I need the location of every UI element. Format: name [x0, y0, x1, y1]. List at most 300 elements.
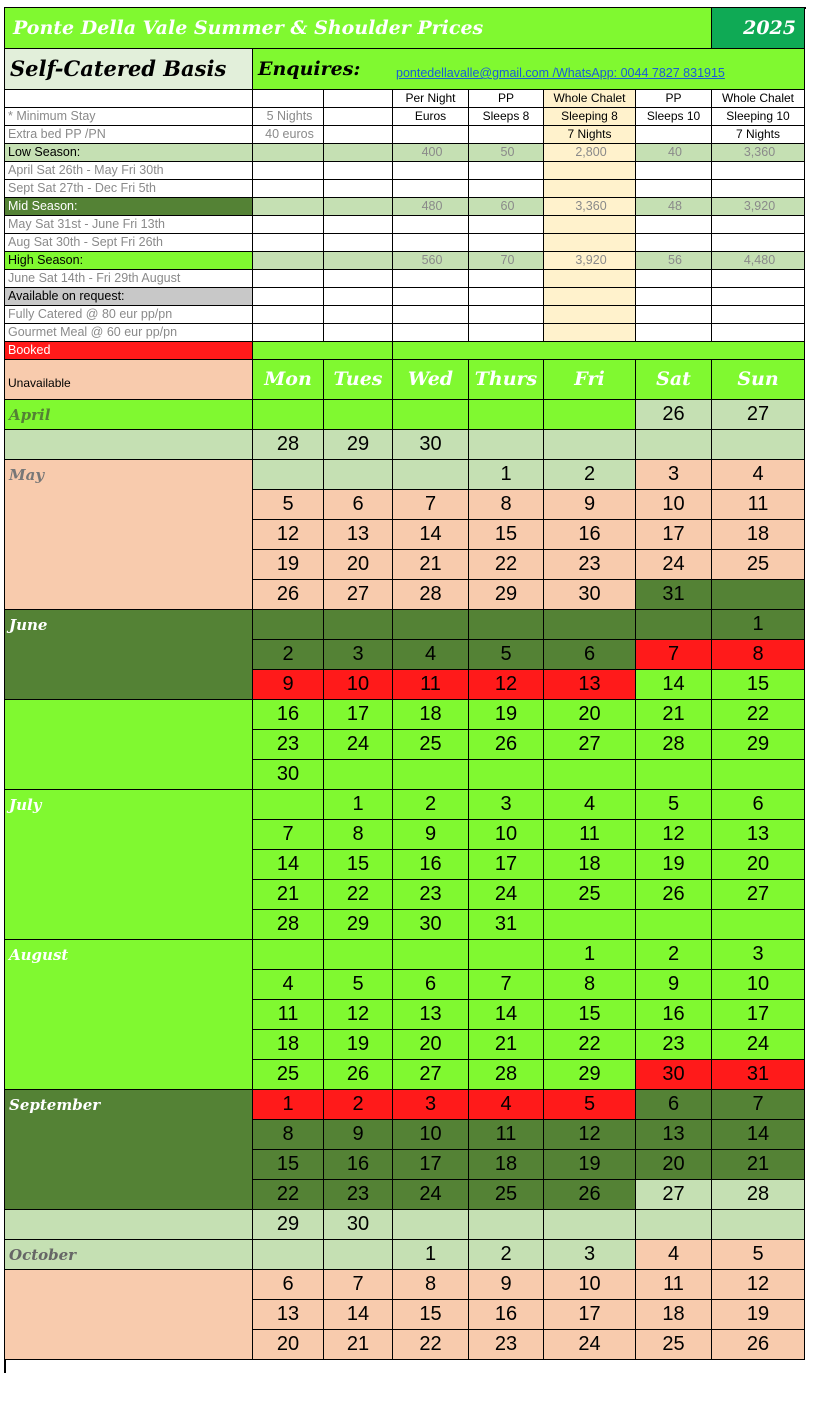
month-block — [5, 1270, 253, 1360]
calendar-day: 1 — [469, 460, 544, 490]
calendar-day: 4 — [469, 1090, 544, 1120]
info-cell — [253, 216, 324, 234]
info-cell — [393, 180, 469, 198]
calendar-day: 30 — [544, 580, 636, 610]
calendar-day: 20 — [544, 700, 636, 730]
calendar-day: 13 — [324, 520, 393, 550]
calendar-day: 5 — [324, 970, 393, 1000]
info-cell — [544, 324, 636, 342]
calendar-day: 25 — [636, 1330, 712, 1360]
calendar-day: 3 — [712, 940, 805, 970]
calendar-day: 5 — [253, 490, 324, 520]
day-header: Sun — [712, 360, 805, 400]
calendar-day: 24 — [712, 1030, 805, 1060]
info-cell — [712, 180, 805, 198]
info-cell — [253, 180, 324, 198]
month-block — [5, 1210, 253, 1240]
calendar-day: 27 — [324, 580, 393, 610]
info-label — [5, 90, 253, 108]
info-cell — [712, 288, 805, 306]
calendar-day: 17 — [393, 1150, 469, 1180]
info-cell — [253, 198, 324, 216]
calendar-day: 5 — [544, 1090, 636, 1120]
min-stay-value: 5 Nights — [253, 108, 324, 126]
column-header: Whole Chalet — [712, 90, 805, 108]
calendar-day: 24 — [324, 730, 393, 760]
info-cell — [712, 324, 805, 342]
calendar-day: 12 — [324, 1000, 393, 1030]
calendar-day — [393, 460, 469, 490]
calendar-day: 9 — [393, 820, 469, 850]
info-cell — [469, 306, 544, 324]
info-cell — [324, 216, 393, 234]
calendar-day — [636, 1210, 712, 1240]
calendar-day: 20 — [253, 1330, 324, 1360]
info-cell — [712, 306, 805, 324]
info-cell — [253, 306, 324, 324]
calendar-day — [712, 430, 805, 460]
calendar-day: 20 — [712, 850, 805, 880]
calendar-day: 10 — [469, 820, 544, 850]
calendar-day: 9 — [469, 1270, 544, 1300]
info-cell — [469, 324, 544, 342]
year-badge: 2025 — [712, 8, 805, 49]
calendar-day: 7 — [253, 820, 324, 850]
calendar-day: 28 — [253, 430, 324, 460]
calendar-day: 12 — [636, 820, 712, 850]
calendar-day: 13 — [636, 1120, 712, 1150]
day-header: Sat — [636, 360, 712, 400]
calendar-day: 6 — [393, 970, 469, 1000]
calendar-day: 19 — [544, 1150, 636, 1180]
calendar-day: 24 — [544, 1330, 636, 1360]
calendar-day: 27 — [636, 1180, 712, 1210]
calendar-day: 15 — [469, 520, 544, 550]
calendar-day: 16 — [636, 1000, 712, 1030]
calendar-day — [544, 910, 636, 940]
calendar-day: 3 — [636, 460, 712, 490]
calendar-day: 6 — [544, 640, 636, 670]
calendar-day: 18 — [393, 700, 469, 730]
calendar-day: 26 — [544, 1180, 636, 1210]
calendar-day: 18 — [636, 1300, 712, 1330]
calendar-day: 28 — [636, 730, 712, 760]
calendar-day: 30 — [393, 430, 469, 460]
info-cell — [324, 252, 393, 270]
column-header: PP — [469, 90, 544, 108]
calendar-day — [253, 610, 324, 640]
calendar-day: 26 — [636, 400, 712, 430]
calendar-day: 31 — [469, 910, 544, 940]
calendar-day: 15 — [712, 670, 805, 700]
info-cell — [324, 288, 393, 306]
season-price: 3,920 — [544, 252, 636, 270]
calendar-day: 29 — [469, 580, 544, 610]
info-cell — [469, 288, 544, 306]
calendar-day: 30 — [324, 1210, 393, 1240]
calendar-day: 3 — [469, 790, 544, 820]
calendar-day: 2 — [253, 640, 324, 670]
day-header: Wed — [393, 360, 469, 400]
day-header: Mon — [253, 360, 324, 400]
info-cell — [324, 126, 393, 144]
calendar-day: 7 — [469, 970, 544, 1000]
calendar-day — [712, 580, 805, 610]
season-price: 400 — [393, 144, 469, 162]
calendar-day: 18 — [469, 1150, 544, 1180]
column-header: PP — [636, 90, 712, 108]
calendar-day: 27 — [544, 730, 636, 760]
calendar-day — [393, 940, 469, 970]
calendar-day — [636, 760, 712, 790]
month-label: October — [5, 1240, 253, 1270]
calendar-day: 24 — [393, 1180, 469, 1210]
info-cell — [636, 306, 712, 324]
calendar-day: 20 — [324, 550, 393, 580]
calendar-day: 13 — [393, 1000, 469, 1030]
calendar-day — [393, 400, 469, 430]
calendar-day: 18 — [253, 1030, 324, 1060]
calendar-day: 22 — [469, 550, 544, 580]
info-cell — [544, 288, 636, 306]
calendar-day: 22 — [712, 700, 805, 730]
calendar-day — [712, 1210, 805, 1240]
season-price: 3,360 — [712, 144, 805, 162]
info-cell — [636, 216, 712, 234]
calendar-day: 11 — [712, 490, 805, 520]
calendar-day — [544, 610, 636, 640]
info-cell — [393, 306, 469, 324]
calendar-day: 20 — [636, 1150, 712, 1180]
calendar-day — [253, 400, 324, 430]
calendar-day: 26 — [253, 580, 324, 610]
calendar-day: 27 — [712, 400, 805, 430]
calendar-day: 30 — [393, 910, 469, 940]
info-cell — [544, 306, 636, 324]
calendar-day — [469, 610, 544, 640]
info-cell — [636, 180, 712, 198]
info-cell — [324, 108, 393, 126]
calendar-day: 14 — [469, 1000, 544, 1030]
calendar-day: 3 — [544, 1240, 636, 1270]
info-label: May Sat 31st - June Fri 13th — [5, 216, 253, 234]
month-label: May — [5, 460, 253, 610]
calendar-day: 1 — [324, 790, 393, 820]
calendar-day: 10 — [712, 970, 805, 1000]
calendar-day: 1 — [712, 610, 805, 640]
calendar-day: 17 — [469, 850, 544, 880]
season-price: 3,920 — [712, 198, 805, 216]
calendar-day: 11 — [469, 1120, 544, 1150]
calendar-day: 20 — [393, 1030, 469, 1060]
calendar-day: 23 — [636, 1030, 712, 1060]
info-label: April Sat 26th - May Fri 30th — [5, 162, 253, 180]
info-cell — [324, 270, 393, 288]
calendar-day: 28 — [469, 1060, 544, 1090]
season-price: 2,800 — [544, 144, 636, 162]
calendar-day: 5 — [469, 640, 544, 670]
calendar-day: 23 — [544, 550, 636, 580]
info-cell — [393, 162, 469, 180]
calendar-day: 23 — [469, 1330, 544, 1360]
season-price: 560 — [393, 252, 469, 270]
calendar-day: 16 — [544, 520, 636, 550]
calendar-day: 5 — [636, 790, 712, 820]
calendar-day: 21 — [253, 880, 324, 910]
calendar-day: 23 — [253, 730, 324, 760]
calendar-day: 29 — [324, 430, 393, 460]
legend-booked: Booked — [5, 342, 253, 360]
info-cell — [324, 144, 393, 162]
calendar-day: 1 — [544, 940, 636, 970]
info-cell — [636, 270, 712, 288]
calendar-day: 22 — [393, 1330, 469, 1360]
month-block — [5, 700, 253, 790]
calendar-day: 13 — [544, 670, 636, 700]
calendar-day: 18 — [544, 850, 636, 880]
calendar-day: 17 — [544, 1300, 636, 1330]
calendar-day: 14 — [253, 850, 324, 880]
info-cell — [469, 270, 544, 288]
calendar-day — [253, 1240, 324, 1270]
calendar-day: 6 — [712, 790, 805, 820]
calendar-day — [469, 1210, 544, 1240]
month-label: June — [5, 610, 253, 700]
calendar-day: 8 — [469, 490, 544, 520]
title-bar: Ponte Della Vale Summer & Shoulder Prices — [5, 8, 712, 49]
calendar-day: 28 — [712, 1180, 805, 1210]
calendar-day: 13 — [712, 820, 805, 850]
calendar-day: 17 — [712, 1000, 805, 1030]
calendar-day: 14 — [393, 520, 469, 550]
calendar-day: 30 — [253, 760, 324, 790]
column-header: Sleeps 10 — [636, 108, 712, 126]
info-cell — [324, 90, 393, 108]
calendar-day — [393, 760, 469, 790]
month-label: September — [5, 1090, 253, 1210]
calendar-day: 19 — [253, 550, 324, 580]
calendar-day: 9 — [636, 970, 712, 1000]
month-label: August — [5, 940, 253, 1090]
calendar-day: 4 — [253, 970, 324, 1000]
calendar-day: 7 — [324, 1270, 393, 1300]
info-cell — [393, 126, 469, 144]
calendar-day — [324, 610, 393, 640]
calendar-day: 13 — [253, 1300, 324, 1330]
season-price: 40 — [636, 144, 712, 162]
calendar-day: 21 — [393, 550, 469, 580]
calendar-day: 12 — [469, 670, 544, 700]
calendar-day: 12 — [544, 1120, 636, 1150]
calendar-day: 14 — [712, 1120, 805, 1150]
calendar-day — [544, 430, 636, 460]
season-price: 60 — [469, 198, 544, 216]
contact-link[interactable]: pontedellavalle@gmail.com /WhatsApp: 0044 7827 831915 — [396, 66, 725, 80]
legend-spacer — [393, 342, 805, 360]
calendar-day: 14 — [324, 1300, 393, 1330]
calendar-day: 8 — [253, 1120, 324, 1150]
calendar-day: 8 — [324, 820, 393, 850]
month-label: April — [5, 400, 253, 430]
day-header: Tues — [324, 360, 393, 400]
info-cell — [469, 234, 544, 252]
info-cell — [253, 270, 324, 288]
info-cell — [544, 180, 636, 198]
calendar-day: 5 — [712, 1240, 805, 1270]
calendar-day: 28 — [393, 580, 469, 610]
calendar-day — [712, 760, 805, 790]
calendar-day — [636, 610, 712, 640]
calendar-day: 21 — [636, 700, 712, 730]
calendar-day — [469, 940, 544, 970]
info-cell — [469, 126, 544, 144]
info-label: Fully Catered @ 80 eur pp/pn — [5, 306, 253, 324]
calendar-day: 21 — [712, 1150, 805, 1180]
calendar-day — [469, 400, 544, 430]
calendar-day: 23 — [324, 1180, 393, 1210]
calendar-day — [393, 1210, 469, 1240]
calendar-day: 2 — [393, 790, 469, 820]
calendar-day: 11 — [544, 820, 636, 850]
calendar-day: 24 — [469, 880, 544, 910]
column-header: Euros — [393, 108, 469, 126]
info-cell — [636, 234, 712, 252]
calendar-day: 27 — [712, 880, 805, 910]
legend-unavailable: Unavailable — [5, 360, 253, 400]
calendar-day: 27 — [393, 1060, 469, 1090]
calendar-day: 4 — [636, 1240, 712, 1270]
info-label: Low Season: — [5, 144, 253, 162]
calendar-day: 2 — [544, 460, 636, 490]
calendar-day: 4 — [712, 460, 805, 490]
calendar-day: 8 — [393, 1270, 469, 1300]
calendar-day — [253, 940, 324, 970]
season-price: 56 — [636, 252, 712, 270]
info-label: June Sat 14th - Fri 29th August — [5, 270, 253, 288]
calendar-day: 16 — [324, 1150, 393, 1180]
enquires-label: Enquires: — [258, 58, 361, 80]
day-header: Thurs — [469, 360, 544, 400]
calendar-day: 6 — [324, 490, 393, 520]
info-cell — [324, 180, 393, 198]
calendar-day: 8 — [544, 970, 636, 1000]
calendar-day: 2 — [636, 940, 712, 970]
calendar-day: 15 — [393, 1300, 469, 1330]
info-cell — [636, 162, 712, 180]
info-cell — [253, 162, 324, 180]
info-label: * Minimum Stay — [5, 108, 253, 126]
season-price: 480 — [393, 198, 469, 216]
column-header: 7 Nights — [544, 126, 636, 144]
calendar-day: 2 — [324, 1090, 393, 1120]
calendar-day: 29 — [544, 1060, 636, 1090]
calendar-day: 25 — [712, 550, 805, 580]
season-price: 48 — [636, 198, 712, 216]
legend-spacer — [253, 342, 393, 360]
calendar-day — [324, 760, 393, 790]
calendar-day: 22 — [324, 880, 393, 910]
calendar-day: 25 — [544, 880, 636, 910]
calendar-day: 31 — [712, 1060, 805, 1090]
basis-label: Self-Catered Basis — [5, 49, 253, 90]
season-price: 70 — [469, 252, 544, 270]
calendar-day: 26 — [712, 1330, 805, 1360]
calendar-day: 10 — [324, 670, 393, 700]
calendar-day: 22 — [544, 1030, 636, 1060]
calendar-day: 3 — [393, 1090, 469, 1120]
calendar-day — [636, 910, 712, 940]
calendar-day — [253, 790, 324, 820]
info-cell — [636, 126, 712, 144]
month-label: July — [5, 790, 253, 940]
calendar-day: 24 — [636, 550, 712, 580]
calendar-day: 7 — [393, 490, 469, 520]
calendar-day: 30 — [636, 1060, 712, 1090]
info-cell — [544, 216, 636, 234]
info-cell — [712, 270, 805, 288]
calendar-day: 26 — [469, 730, 544, 760]
info-cell — [324, 198, 393, 216]
info-cell — [324, 234, 393, 252]
calendar-day: 9 — [324, 1120, 393, 1150]
info-cell — [544, 162, 636, 180]
calendar-day: 15 — [544, 1000, 636, 1030]
calendar-day: 19 — [324, 1030, 393, 1060]
calendar-day — [712, 910, 805, 940]
calendar-day: 19 — [712, 1300, 805, 1330]
column-header: Sleeping 8 — [544, 108, 636, 126]
info-cell — [712, 216, 805, 234]
calendar-day — [544, 1210, 636, 1240]
calendar-day: 22 — [253, 1180, 324, 1210]
info-cell — [393, 288, 469, 306]
calendar-day: 23 — [393, 880, 469, 910]
calendar-day: 2 — [469, 1240, 544, 1270]
calendar-day: 28 — [253, 910, 324, 940]
calendar-day: 17 — [324, 700, 393, 730]
calendar-day: 25 — [253, 1060, 324, 1090]
column-header: Per Night — [393, 90, 469, 108]
info-label: Extra bed PP /PN — [5, 126, 253, 144]
column-header: Whole Chalet — [544, 90, 636, 108]
info-cell — [253, 144, 324, 162]
calendar-day: 17 — [636, 520, 712, 550]
info-label: Sept Sat 27th - Dec Fri 5th — [5, 180, 253, 198]
calendar-day: 3 — [324, 640, 393, 670]
info-cell — [324, 162, 393, 180]
info-cell — [636, 288, 712, 306]
info-cell — [253, 90, 324, 108]
calendar-day — [636, 430, 712, 460]
info-cell — [324, 306, 393, 324]
calendar-day: 19 — [636, 850, 712, 880]
calendar-day: 9 — [253, 670, 324, 700]
calendar-day: 15 — [324, 850, 393, 880]
column-header: Sleeps 8 — [469, 108, 544, 126]
calendar-day — [253, 460, 324, 490]
info-cell — [393, 324, 469, 342]
calendar-day — [469, 430, 544, 460]
calendar-day — [393, 610, 469, 640]
info-cell — [469, 180, 544, 198]
calendar-day: 26 — [324, 1060, 393, 1090]
calendar-day — [324, 1240, 393, 1270]
column-header: Sleeping 10 — [712, 108, 805, 126]
calendar-day: 4 — [393, 640, 469, 670]
calendar-day: 29 — [712, 730, 805, 760]
calendar-day: 6 — [253, 1270, 324, 1300]
calendar-day — [469, 760, 544, 790]
